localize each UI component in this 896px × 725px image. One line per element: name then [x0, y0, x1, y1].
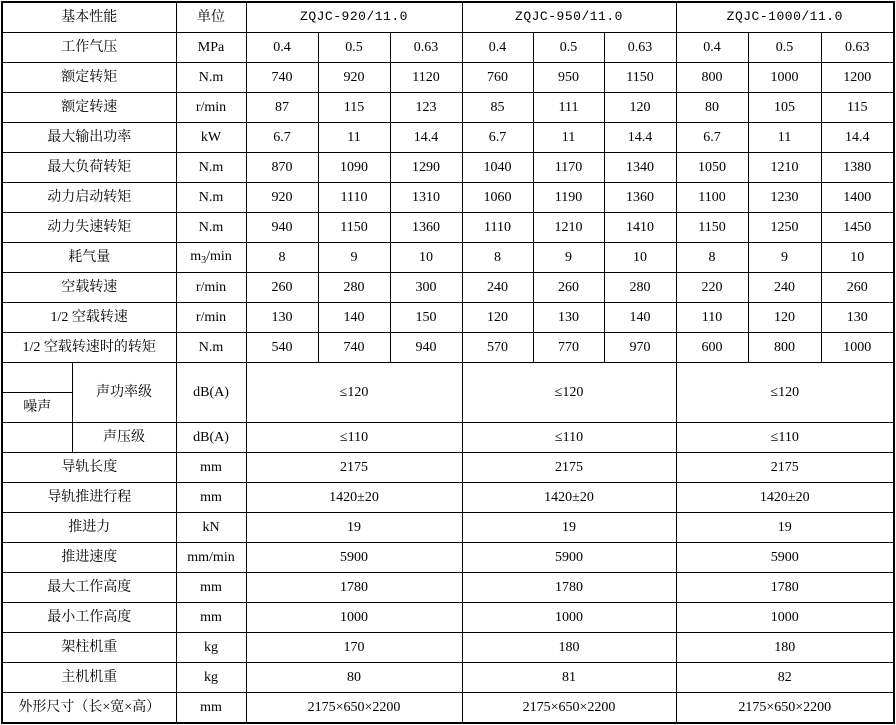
- header-row: [2, 2, 894, 33]
- table-row: [2, 93, 894, 123]
- value-cell: 0.4: [246, 33, 318, 63]
- value-cell: 150: [390, 303, 462, 333]
- value-cell: 1090: [318, 153, 390, 183]
- unit-cell: kg: [176, 633, 246, 663]
- value-cell: 0.4: [462, 33, 533, 63]
- value-cell: 740: [246, 63, 318, 93]
- value-cell: 10: [390, 243, 462, 273]
- row-label: 声功率级: [72, 363, 176, 423]
- value-cell: 770: [533, 333, 604, 363]
- value-cell: 1380: [821, 153, 894, 183]
- value-cell: 6.7: [462, 123, 533, 153]
- value-cell: 1170: [533, 153, 604, 183]
- table-row: [2, 453, 894, 483]
- value-cell: 2175×650×2200: [246, 693, 462, 724]
- value-cell: 80: [246, 663, 462, 693]
- value-cell: 11: [318, 123, 390, 153]
- value-cell: 220: [676, 273, 748, 303]
- value-cell: 0.5: [748, 33, 821, 63]
- unit-cell: N.m: [176, 63, 246, 93]
- value-cell: 800: [676, 63, 748, 93]
- noise-pressure-row: [2, 423, 894, 453]
- table-row: [2, 633, 894, 663]
- value-cell: 1200: [821, 63, 894, 93]
- value-cell: 1120: [390, 63, 462, 93]
- row-label: 空载转速: [2, 273, 176, 303]
- value-cell: 920: [246, 183, 318, 213]
- table-row: [2, 303, 894, 333]
- table-row: [2, 33, 894, 63]
- row-label: 动力失速转矩: [2, 213, 176, 243]
- value-cell: 1310: [390, 183, 462, 213]
- value-cell: 1360: [390, 213, 462, 243]
- row-label: 最大输出功率: [2, 123, 176, 153]
- value-cell: 260: [246, 273, 318, 303]
- value-cell: 110: [676, 303, 748, 333]
- value-cell: ≤120: [462, 363, 676, 423]
- value-cell: 970: [604, 333, 676, 363]
- value-cell: 130: [246, 303, 318, 333]
- unit-cell: N.m: [176, 213, 246, 243]
- value-cell: 760: [462, 63, 533, 93]
- value-cell: 2175: [676, 453, 894, 483]
- unit-cell: mm: [176, 693, 246, 724]
- value-cell: 8: [462, 243, 533, 273]
- unit-cell: mm: [176, 573, 246, 603]
- value-cell: 1040: [462, 153, 533, 183]
- value-cell: 111: [533, 93, 604, 123]
- value-cell: 1150: [318, 213, 390, 243]
- value-cell: 6.7: [676, 123, 748, 153]
- value-cell: 1420±20: [246, 483, 462, 513]
- value-cell: 14.4: [604, 123, 676, 153]
- value-cell: 1110: [318, 183, 390, 213]
- row-label: 工作气压: [2, 33, 176, 63]
- value-cell: 1000: [246, 603, 462, 633]
- row-label: 主机机重: [2, 663, 176, 693]
- value-cell: 2175×650×2200: [676, 693, 894, 724]
- value-cell: 19: [246, 513, 462, 543]
- row-label: 动力启动转矩: [2, 183, 176, 213]
- unit-cell: r/min: [176, 303, 246, 333]
- table-row: [2, 63, 894, 93]
- table-row: [2, 153, 894, 183]
- row-label: 声压级: [72, 423, 176, 453]
- value-cell: 260: [533, 273, 604, 303]
- value-cell: 1210: [533, 213, 604, 243]
- table-row: [2, 273, 894, 303]
- value-cell: 5900: [462, 543, 676, 573]
- table-row: [2, 513, 894, 543]
- model-header: ZQJC-920/11.0: [246, 2, 462, 33]
- value-cell: 1100: [676, 183, 748, 213]
- row-label: 推进力: [2, 513, 176, 543]
- value-cell: 1190: [533, 183, 604, 213]
- value-cell: 115: [821, 93, 894, 123]
- table-row: [2, 483, 894, 513]
- row-label: 导轨推进行程: [2, 483, 176, 513]
- row-label: 架柱机重: [2, 633, 176, 663]
- value-cell: 600: [676, 333, 748, 363]
- value-cell: 140: [318, 303, 390, 333]
- table-row: [2, 333, 894, 363]
- value-cell: 80: [676, 93, 748, 123]
- value-cell: 280: [318, 273, 390, 303]
- value-cell: ≤120: [246, 363, 462, 423]
- table-row: [2, 123, 894, 153]
- value-cell: 85: [462, 93, 533, 123]
- unit-cell: N.m: [176, 153, 246, 183]
- table-row: [2, 693, 894, 724]
- row-label: 最大工作高度: [2, 573, 176, 603]
- row-label: 最大负荷转矩: [2, 153, 176, 183]
- row-label: 耗气量: [2, 243, 176, 273]
- unit-rest: /min: [206, 249, 232, 264]
- value-cell: 1060: [462, 183, 533, 213]
- value-cell: 0.5: [318, 33, 390, 63]
- value-cell: 0.63: [821, 33, 894, 63]
- value-cell: 940: [246, 213, 318, 243]
- value-cell: 120: [748, 303, 821, 333]
- unit-cell: kN: [176, 513, 246, 543]
- unit-subscript: 3: [201, 255, 207, 266]
- value-cell: 1000: [462, 603, 676, 633]
- value-cell: 115: [318, 93, 390, 123]
- value-cell: 9: [533, 243, 604, 273]
- value-cell: 1420±20: [462, 483, 676, 513]
- unit-cell: dB(A): [176, 423, 246, 453]
- spec-table: [1, 1, 895, 724]
- row-label: 1/2 空载转速: [2, 303, 176, 333]
- row-label: 导轨长度: [2, 453, 176, 483]
- value-cell: 180: [676, 633, 894, 663]
- unit-cell: dB(A): [176, 363, 246, 423]
- model-header: ZQJC-1000/11.0: [676, 2, 894, 33]
- value-cell: 1780: [676, 573, 894, 603]
- table-row: [2, 573, 894, 603]
- noise-spacer-cell: [2, 423, 72, 453]
- value-cell: 6.7: [246, 123, 318, 153]
- row-label: 额定转矩: [2, 63, 176, 93]
- value-cell: 120: [604, 93, 676, 123]
- value-cell: 1360: [604, 183, 676, 213]
- value-cell: 130: [821, 303, 894, 333]
- value-cell: 0.5: [533, 33, 604, 63]
- row-label: 推进速度: [2, 543, 176, 573]
- table-row: [2, 543, 894, 573]
- unit-cell: kg: [176, 663, 246, 693]
- value-cell: ≤110: [246, 423, 462, 453]
- value-cell: 1000: [748, 63, 821, 93]
- value-cell: 120: [462, 303, 533, 333]
- value-cell: 740: [318, 333, 390, 363]
- noise-spacer-cell: [2, 363, 72, 393]
- row-label: 1/2 空载转速时的转矩: [2, 333, 176, 363]
- value-cell: 2175×650×2200: [462, 693, 676, 724]
- value-cell: 180: [462, 633, 676, 663]
- value-cell: 11: [533, 123, 604, 153]
- table-row: [2, 183, 894, 213]
- value-cell: 5900: [676, 543, 894, 573]
- value-cell: 1150: [676, 213, 748, 243]
- value-cell: 19: [676, 513, 894, 543]
- table-row: [2, 243, 894, 273]
- table-row: [2, 663, 894, 693]
- value-cell: 1780: [246, 573, 462, 603]
- value-cell: 81: [462, 663, 676, 693]
- value-cell: 300: [390, 273, 462, 303]
- value-cell: ≤120: [676, 363, 894, 423]
- table-row: [2, 603, 894, 633]
- value-cell: 1410: [604, 213, 676, 243]
- value-cell: 240: [748, 273, 821, 303]
- value-cell: 14.4: [821, 123, 894, 153]
- value-cell: 0.63: [390, 33, 462, 63]
- value-cell: 14.4: [390, 123, 462, 153]
- row-label: 最小工作高度: [2, 603, 176, 633]
- value-cell: ≤110: [462, 423, 676, 453]
- value-cell: 0.63: [604, 33, 676, 63]
- row-label: 外形尺寸（长×宽×高）: [2, 693, 176, 724]
- unit-cell: r/min: [176, 93, 246, 123]
- value-cell: 5900: [246, 543, 462, 573]
- value-cell: 1110: [462, 213, 533, 243]
- value-cell: 800: [748, 333, 821, 363]
- value-cell: 1050: [676, 153, 748, 183]
- value-cell: 130: [533, 303, 604, 333]
- value-cell: 1340: [604, 153, 676, 183]
- value-cell: 1000: [676, 603, 894, 633]
- value-cell: 82: [676, 663, 894, 693]
- unit-header: 单位: [176, 2, 246, 33]
- value-cell: 950: [533, 63, 604, 93]
- unit-cell: [176, 243, 246, 273]
- value-cell: 9: [748, 243, 821, 273]
- value-cell: 11: [748, 123, 821, 153]
- value-cell: 2175: [462, 453, 676, 483]
- value-cell: 9: [318, 243, 390, 273]
- model-header: ZQJC-950/11.0: [462, 2, 676, 33]
- value-cell: 8: [676, 243, 748, 273]
- value-cell: 105: [748, 93, 821, 123]
- value-cell: 1230: [748, 183, 821, 213]
- value-cell: 8: [246, 243, 318, 273]
- value-cell: 1210: [748, 153, 821, 183]
- value-cell: 2175: [246, 453, 462, 483]
- value-cell: 1150: [604, 63, 676, 93]
- value-cell: 870: [246, 153, 318, 183]
- value-cell: 19: [462, 513, 676, 543]
- value-cell: 123: [390, 93, 462, 123]
- unit-cell: r/min: [176, 273, 246, 303]
- unit-base: m: [190, 249, 202, 264]
- value-cell: 140: [604, 303, 676, 333]
- value-cell: ≤110: [676, 423, 894, 453]
- value-cell: 540: [246, 333, 318, 363]
- value-cell: 1450: [821, 213, 894, 243]
- value-cell: 920: [318, 63, 390, 93]
- unit-cell: N.m: [176, 183, 246, 213]
- value-cell: 570: [462, 333, 533, 363]
- value-cell: 260: [821, 273, 894, 303]
- unit-cell: mm: [176, 483, 246, 513]
- value-cell: 1780: [462, 573, 676, 603]
- unit-cell: mm/min: [176, 543, 246, 573]
- noise-group-label: 噪声: [2, 393, 72, 423]
- unit-cell: mm: [176, 453, 246, 483]
- value-cell: 1290: [390, 153, 462, 183]
- unit-cell: MPa: [176, 33, 246, 63]
- table-row: [2, 213, 894, 243]
- value-cell: 10: [604, 243, 676, 273]
- row-label: 额定转速: [2, 93, 176, 123]
- value-cell: 240: [462, 273, 533, 303]
- noise-power-row: [2, 363, 894, 393]
- unit-cell: kW: [176, 123, 246, 153]
- value-cell: 1250: [748, 213, 821, 243]
- value-cell: 0.4: [676, 33, 748, 63]
- value-cell: 170: [246, 633, 462, 663]
- value-cell: 10: [821, 243, 894, 273]
- basic-performance-header: 基本性能: [2, 2, 176, 33]
- value-cell: 1400: [821, 183, 894, 213]
- value-cell: 940: [390, 333, 462, 363]
- value-cell: 1420±20: [676, 483, 894, 513]
- value-cell: 87: [246, 93, 318, 123]
- unit-cell: N.m: [176, 333, 246, 363]
- value-cell: 280: [604, 273, 676, 303]
- unit-cell: mm: [176, 603, 246, 633]
- value-cell: 1000: [821, 333, 894, 363]
